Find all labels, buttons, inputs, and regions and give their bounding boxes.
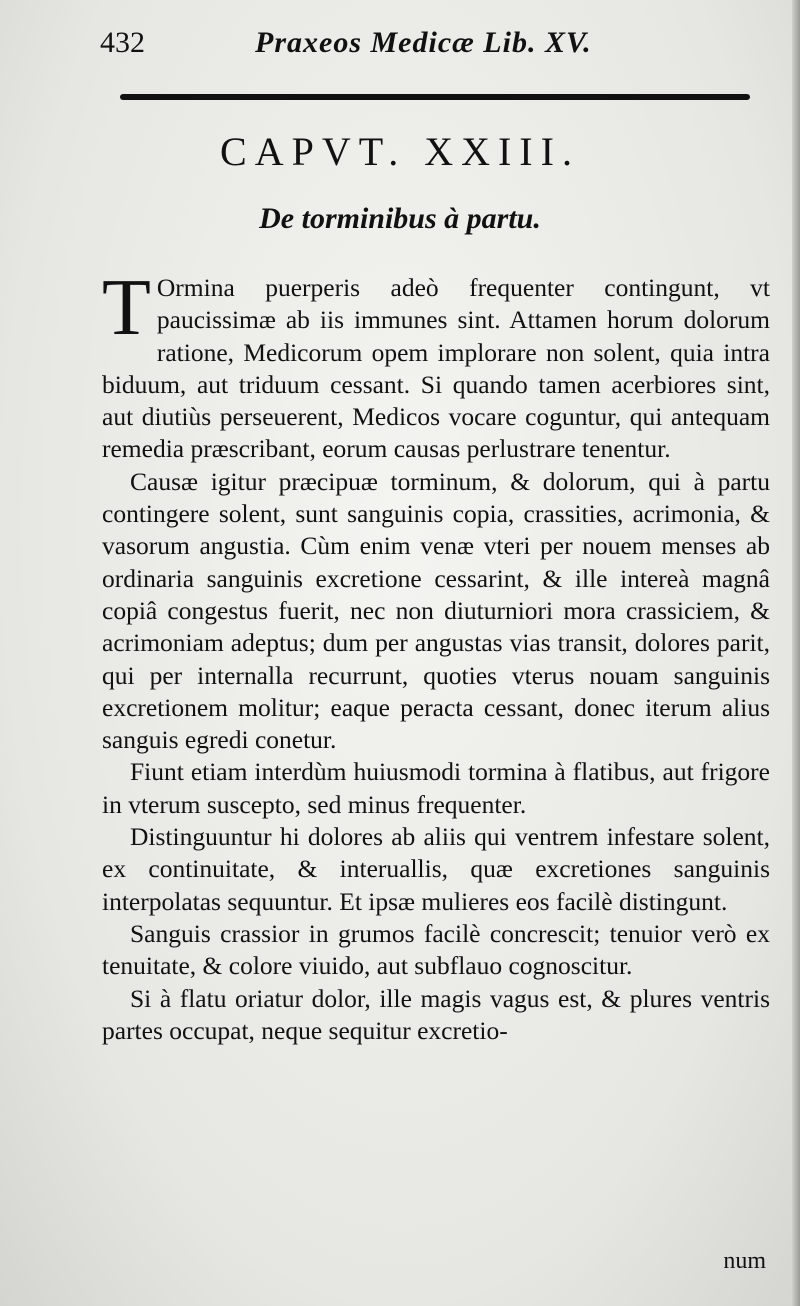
page-number: 432	[100, 26, 145, 59]
chapter-title: CAPVT. XXIII.	[220, 129, 580, 174]
drop-cap: T	[102, 264, 151, 352]
body-text	[102, 264, 770, 1047]
paragraph-text: Ormina puerperis adeò frequenter contingunt, vt paucissimæ ab iis immunes sint. Attamen horum dolorum ratione, Medicorum opem implorare non solent, quia intra biduum, aut triduum cessant. Si quando tamen acerbiores sint, aut diutiùs perseuerent, Medicos vocare coguntur, qui antequam remedia præscribant, eorum causas perlustrare tenentur.	[102, 273, 770, 464]
page-header	[100, 22, 740, 62]
paragraph: Si à flatu oriatur dolor, ille magis vagus est, & plures ventris partes occupat, neque sequitur excretio-	[102, 983, 770, 1045]
paragraph: Causæ igitur præcipuæ torminum, & dolorum, qui à partu contingere solent, sunt sanguinis copia, crassities, acrimonia, & vasorum angustia. Cùm enim venæ vteri per nouem menses ab ordinaria sanguinis excretione cessarint, & ille intereà magnâ copiâ congestus fuerit, nec non diuturniori mora crassiciem, & acrimoniam adeptus; dum per angustas vias transit, dolores parit, qui per internalla recurrunt, quoties vterus nouam sanguinis excretionem molitur; eaque peracta cessant, donec iterum alius sanguis egredi conetur.	[102, 466, 770, 755]
paragraph: Distinguuntur hi dolores ab aliis qui ventrem infestare solent, ex continuitate, & interuallis, quæ excretiones sanguinis interpolatas sequuntur. Et ipsæ mulieres eos facilè distingunt.	[102, 822, 770, 916]
page-edge	[792, 0, 800, 1306]
catchword: num	[723, 1248, 766, 1274]
paragraph: Fiunt etiam interdùm huiusmodi tormina à flatibus, aut frigore in vterum suscepto, sed minus frequenter.	[102, 757, 770, 819]
header-rule	[120, 94, 750, 100]
chapter-subtitle: De torminibus à partu.	[259, 202, 541, 235]
paragraph: Sanguis crassior in grumos facilè concrescit; tenuior verò ex tenuitate, & colore viuido, aut subflauo cognoscitur.	[102, 918, 770, 981]
running-title: Praxeos Medicæ Lib. XV.	[255, 26, 592, 59]
paragraph	[102, 264, 770, 466]
